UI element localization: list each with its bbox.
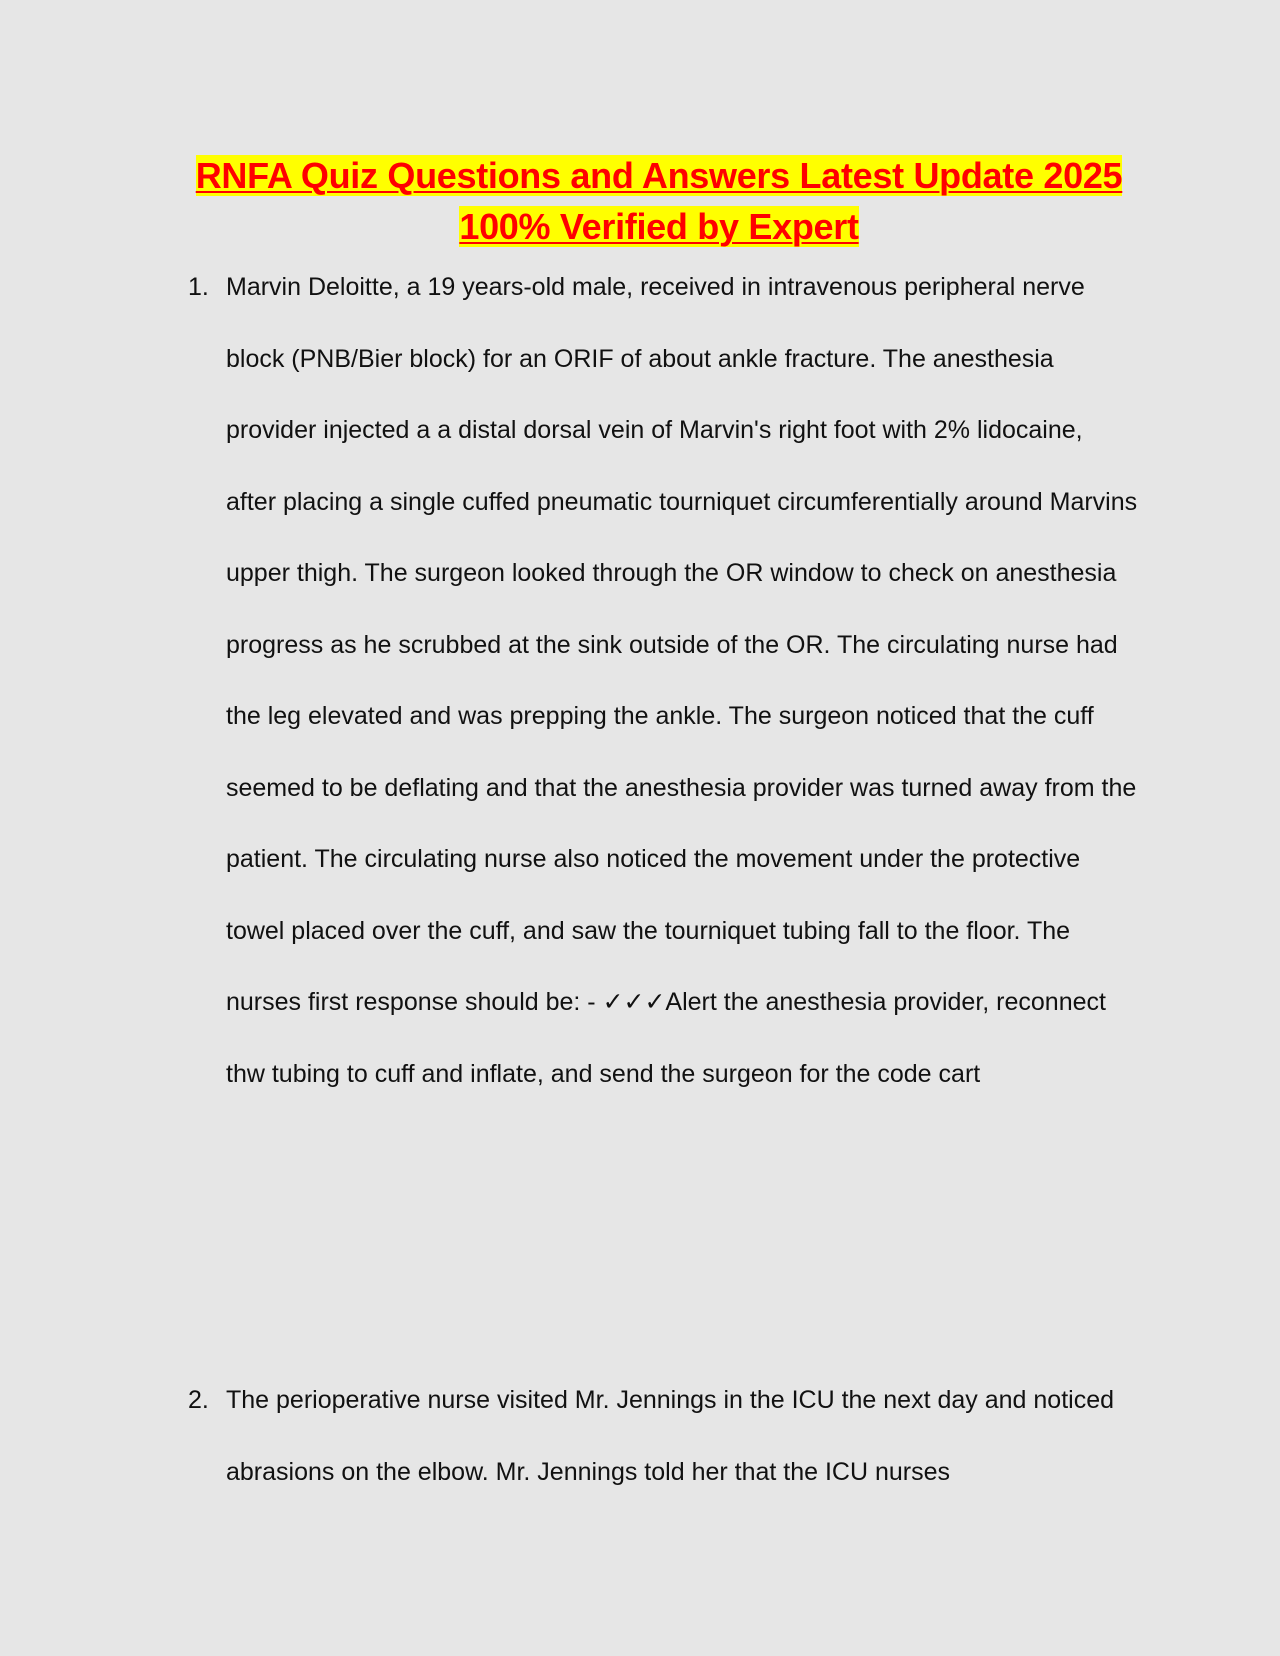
document-title bbox=[188, 150, 1130, 252]
question-number: 2. bbox=[188, 1386, 209, 1414]
question-number: 1. bbox=[188, 273, 209, 301]
question-text: The perioperative nurse visited Mr. Jennings in the ICU the next day and noticed abrasions on the elbow. Mr. Jennings told her that the ICU nurses bbox=[226, 1386, 1115, 1486]
title-line-2: 100% Verified by Expert bbox=[459, 206, 859, 247]
question-text: Marvin Deloitte, a 19 years-old male, received in intravenous peripheral nerve block (PNB/Bier block) for an ORIF of about ankle fracture. The anesthesia provider injected a a distal dorsal vein of Marvin's right foot with 2% lidocaine, after placing a single cuffed pneumatic tourniquet circumferentially around Marvins upper thigh. The surgeon looked through the OR window to check on anesthesia progress as he scrubbed at the sink outside of the OR. The circulating nurse had the leg elevated and was prepping the ankle. The surgeon noticed that the cuff seemed to be deflating and that the anesthesia provider was turned away from the patient. The circulating nurse also noticed the movement under the protective towel placed over the cuff, and saw the tourniquet tubing fall to the floor. The nurses first response should be: - ✓✓✓Alert the anesthesia provider, reconnect thw tubing to cuff and inflate, and send the surgeon for the code cart bbox=[226, 273, 1138, 1088]
title-line-1: RNFA Quiz Questions and Answers Latest Update 2025 bbox=[195, 155, 1123, 196]
